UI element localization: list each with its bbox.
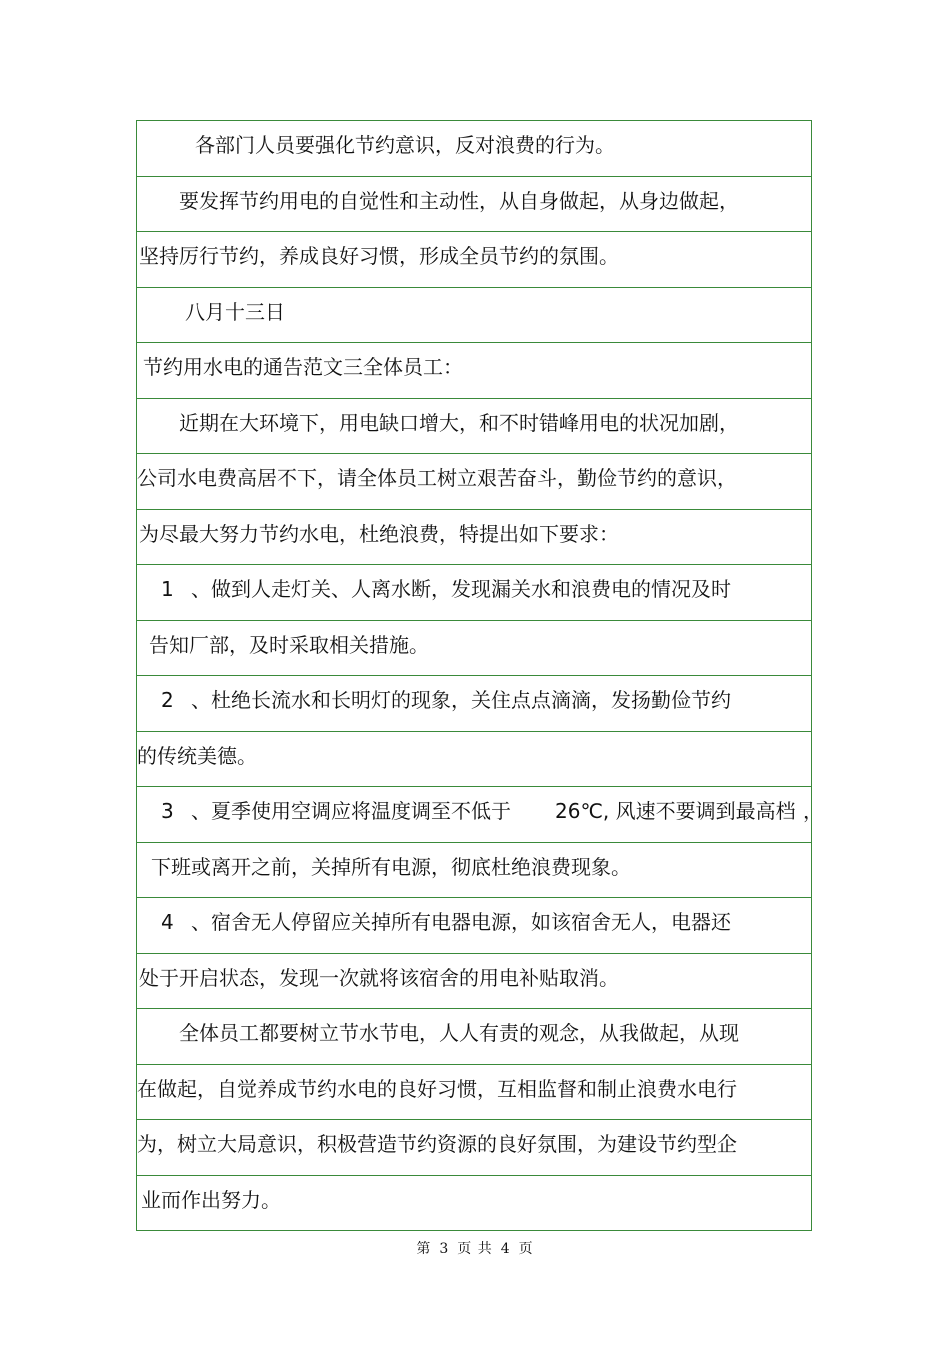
line-text: 为尽最大努力节约水电，杜绝浪费，特提出如下要求： (139, 521, 619, 546)
line-text: 在做起，自觉养成节约水电的良好习惯，互相监督和制止浪费水电行 (137, 1076, 737, 1101)
line-text: 下班或离开之前，关掉所有电源，彻底杜绝浪费现象。 (151, 854, 631, 879)
line-text: 坚持厉行节约，养成良好习惯，形成全员节约的氛围。 (139, 244, 619, 268)
text-line (137, 676, 811, 732)
text-line (137, 343, 811, 399)
text-line (137, 1065, 811, 1121)
text-line (137, 1009, 811, 1065)
text-line (137, 787, 823, 843)
text-line (137, 454, 811, 510)
text-line (137, 232, 811, 288)
item-number: 2 (161, 688, 174, 712)
line-text: 为，树立大局意识，积极营造节约资源的良好氛围，为建设节约型企 (137, 1132, 737, 1156)
text-line (137, 399, 811, 455)
text-line (137, 288, 811, 344)
line-text: 要发挥节约用电的自觉性和主动性，从自身做起，从身边做起， (179, 188, 739, 213)
item-number: 1 (161, 577, 174, 601)
line-text: 近期在大环境下，用电缺口增大，和不时错峰用电的状况加剧， (179, 410, 739, 435)
line-text: 告知厂部，及时采取相关措施。 (149, 632, 429, 657)
footer-mid: 页 共 (457, 1241, 493, 1257)
line-text: 、宿舍无人停留应关掉所有电器电源，如该宿舍无人，电器还 (191, 910, 731, 934)
text-line (137, 177, 811, 233)
line-text: 的传统美德。 (137, 743, 257, 768)
text-line (137, 954, 811, 1010)
text-line (137, 732, 811, 788)
line-text: 、杜绝长流水和长明灯的现象，关住点点滴滴，发扬勤俭节约 (191, 688, 731, 712)
current-page-number: 3 (439, 1241, 450, 1257)
footer-prefix: 第 (416, 1241, 432, 1257)
line-text: 、做到人走灯关、人离水断，发现漏关水和浪费电的情况及时 (191, 577, 731, 601)
page-footer (0, 1238, 950, 1258)
footer-suffix: 页 (518, 1241, 534, 1257)
text-line (137, 121, 811, 177)
text-line (137, 1176, 811, 1232)
item-number: 3 (161, 799, 174, 823)
line-text: 公司水电费高居不下，请全体员工树立艰苦奋斗，勤俭节约的意识， (137, 466, 737, 490)
line-text: 各部门人员要强化节约意识，反对浪费的行为。 (195, 133, 615, 157)
text-line (137, 898, 811, 954)
text-line (137, 565, 811, 621)
document-page-box (136, 120, 823, 1231)
date-line: 八月十三日 (185, 299, 285, 324)
total-page-number: 4 (500, 1241, 511, 1257)
line-text: 、夏季使用空调应将温度调至不低于 (191, 799, 511, 823)
item-number: 4 (161, 910, 174, 934)
notice-title-line: 节约用水电的通告范文三全体员工： (143, 355, 463, 379)
text-line (137, 843, 811, 899)
temperature-text: 26℃, 风速不要调到最高档 (555, 799, 796, 823)
line-text: 业而作出努力。 (141, 1187, 281, 1212)
line-end-comma: ， (803, 799, 823, 823)
text-line (137, 1120, 811, 1176)
text-line (137, 510, 811, 566)
text-line (137, 621, 811, 677)
line-text: 全体员工都要树立节水节电，人人有责的观念，从我做起，从现 (179, 1021, 739, 1045)
line-text: 处于开启状态，发现一次就将该宿舍的用电补贴取消。 (139, 965, 619, 990)
